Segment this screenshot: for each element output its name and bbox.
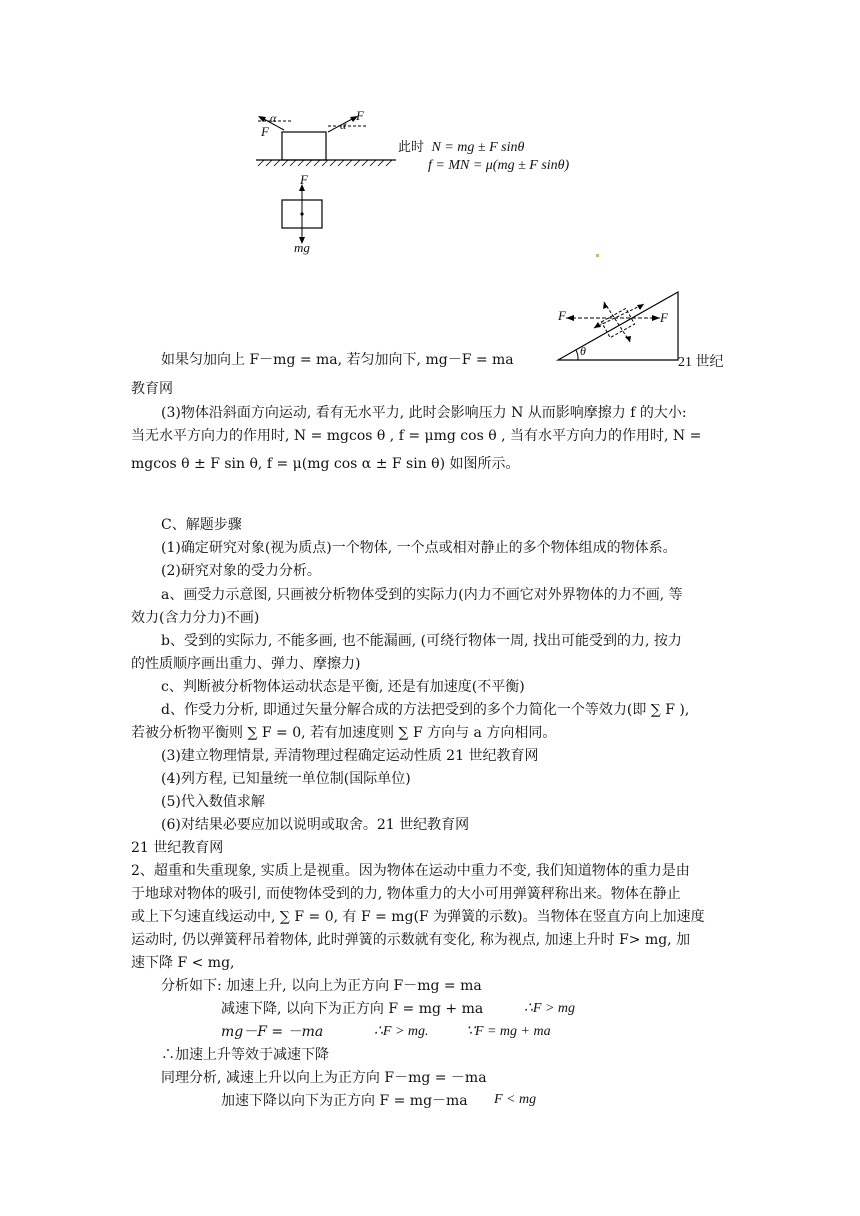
line-2-text: 教育网 bbox=[131, 381, 173, 397]
line-18 bbox=[0, 793, 860, 811]
line-26-text: 分析如下: 加速上升, 以向上为正方向 F－mg = ma bbox=[161, 978, 482, 994]
line-15-text: 若被分析物平衡则 ∑ F = 0, 若有加速度则 ∑ F 方向与 a 方向相同。 bbox=[131, 725, 557, 741]
line-5 bbox=[0, 455, 860, 473]
line-19-text: (6)对结果必要应加以说明或取舍。21 世纪教育网 bbox=[161, 817, 470, 833]
line-24-text: 运动时, 仍以弹簧秤吊着物体, 此时弹簧的示数就有变化, 称为视点, 加速上升时 F> mg, 加 bbox=[131, 932, 691, 948]
line-22 bbox=[0, 885, 860, 903]
line-17-text: (4)列方程, 已知量统一单位制(国际单位) bbox=[161, 771, 411, 787]
line-19 bbox=[0, 816, 860, 834]
line-11-text: b、受到的实际力, 不能多画, 也不能漏画, (可绕行物体一周, 找出可能受到的力, 按力 bbox=[161, 633, 682, 649]
line-2 bbox=[0, 380, 860, 398]
line-27 bbox=[0, 1000, 860, 1018]
formula-normal-force bbox=[398, 136, 524, 156]
line-29 bbox=[0, 1046, 860, 1064]
line-1-text: 如果匀加向上 F－mg = ma, 若匀加向下, mg－F = ma bbox=[161, 352, 514, 368]
line-27-text: 减速下降, 以向下为正方向 F = mg + ma bbox=[221, 1001, 484, 1017]
line-9 bbox=[0, 586, 860, 604]
force-diagram-block bbox=[250, 108, 410, 258]
line-21 bbox=[0, 862, 860, 880]
line-23 bbox=[0, 908, 860, 926]
line-4 bbox=[0, 427, 860, 445]
line-11 bbox=[0, 632, 860, 650]
line-13-text: c、判断被分析物体运动状态是平衡, 还是有加速度(不平衡) bbox=[161, 679, 525, 695]
line-28-text: mg－F = －ma bbox=[221, 1024, 324, 1040]
line-21-text: 2、超重和失重现象, 实质上是视重。因为物体在运动中重力不变, 我们知道物体的重力是由 bbox=[131, 863, 690, 879]
line-27-conclusion: ∴F > mg bbox=[524, 1001, 576, 1016]
line-28 bbox=[0, 1023, 860, 1041]
stray-dot-1 bbox=[596, 254, 599, 257]
label-f-left: F bbox=[261, 124, 269, 139]
line-16-text: (3)建立物理情景, 弄清物理过程确定运动性质 21 世纪教育网 bbox=[161, 748, 539, 764]
line-4-text: 当无水平方向力的作用时, N = mgcos θ , f = μmg cos θ , 当有水平方向力的作用时, N = bbox=[131, 428, 702, 444]
line-18-text: (5)代入数值求解 bbox=[161, 794, 265, 810]
line-8 bbox=[0, 562, 860, 580]
formula-f: f = MN = μ(mg ± F sinθ) bbox=[428, 158, 570, 173]
line-31-conclusion: F < mg bbox=[494, 1092, 537, 1107]
line-3 bbox=[0, 404, 860, 422]
line-15 bbox=[0, 724, 860, 742]
label-alpha-right: α bbox=[340, 118, 347, 132]
label-mg: mg bbox=[294, 240, 310, 255]
line-12 bbox=[0, 655, 860, 673]
label-alpha-left: α bbox=[270, 111, 277, 125]
block-diagram-svg bbox=[250, 108, 410, 258]
line-25-text: 速下降 F < mg, bbox=[131, 955, 235, 971]
line-1 bbox=[0, 351, 860, 369]
line-12-text: 的性质顺序画出重力、弹力、摩擦力) bbox=[131, 656, 361, 672]
incline-theta: θ bbox=[580, 344, 586, 358]
line-25 bbox=[0, 954, 860, 972]
line-14 bbox=[0, 701, 860, 719]
line-10-text: 效力(含力分力)不画) bbox=[131, 610, 260, 626]
line-1-tail: 21 世纪 bbox=[678, 355, 724, 370]
line-29-text: ∴加速上升等效于减速下降 bbox=[161, 1047, 329, 1063]
incline-f-left: F bbox=[558, 308, 566, 323]
line-28-reason: ∵F = mg + ma bbox=[466, 1024, 551, 1039]
line-31 bbox=[0, 1092, 860, 1110]
line-10 bbox=[0, 609, 860, 627]
line-30 bbox=[0, 1069, 860, 1087]
line-20 bbox=[0, 839, 860, 857]
line-8-text: (2)研究对象的受力分析。 bbox=[161, 563, 321, 579]
line-6-text: C、解题步骤 bbox=[161, 517, 242, 533]
line-14-text: d、作受力分析, 即通过矢量分解合成的方法把受到的多个力简化一个等效力(即 ∑ F ), bbox=[161, 702, 690, 718]
line-22-text: 于地球对物体的吸引, 而使物体受到的力, 物体重力的大小可用弹簧秤称出来。物体在静止 bbox=[131, 886, 681, 902]
line-30-text: 同理分析, 减速上升以向上为正方向 F－mg = －ma bbox=[161, 1070, 487, 1086]
label-f-up: F bbox=[300, 172, 308, 187]
line-7-text: (1)确定研究对象(视为质点)一个物体, 一个点或相对静止的多个物体组成的物体系。 bbox=[161, 540, 677, 556]
line-3-text: (3)物体沿斜面方向运动, 看有无水平力, 此时会影响压力 N 从而影响摩擦力 f 的大小: bbox=[161, 405, 687, 421]
line-17 bbox=[0, 770, 860, 788]
line-24 bbox=[0, 931, 860, 949]
line-9-text: a、画受力示意图, 只画被分析物体受到的实际力(内力不画它对外界物体的力不画, 等 bbox=[161, 587, 683, 603]
line-7 bbox=[0, 539, 860, 557]
line-26 bbox=[0, 977, 860, 995]
line-6 bbox=[0, 516, 860, 534]
line-16 bbox=[0, 747, 860, 765]
line-28-conclusion: ∴F > mg. bbox=[374, 1024, 429, 1039]
label-f-right: F bbox=[356, 108, 364, 123]
formula-friction bbox=[428, 158, 569, 174]
formula-prefix: 此时 bbox=[398, 140, 425, 155]
line-20-text: 21 世纪教育网 bbox=[131, 840, 224, 856]
incline-f-right: F bbox=[660, 310, 668, 325]
line-23-text: 或上下匀速直线运动中, ∑ F = 0, 有 F = mg(F 为弹簧的示数)。当物体在竖直方向上加速度 bbox=[131, 909, 705, 925]
line-13 bbox=[0, 678, 860, 696]
line-31-text: 加速下降以向下为正方向 F = mg－ma bbox=[221, 1093, 468, 1109]
line-5-text: mgcos θ ± F sin θ, f = μ(mg cos α ± F sin θ) 如图所示。 bbox=[131, 456, 520, 472]
formula-n: N = mg ± F sinθ bbox=[431, 140, 525, 155]
